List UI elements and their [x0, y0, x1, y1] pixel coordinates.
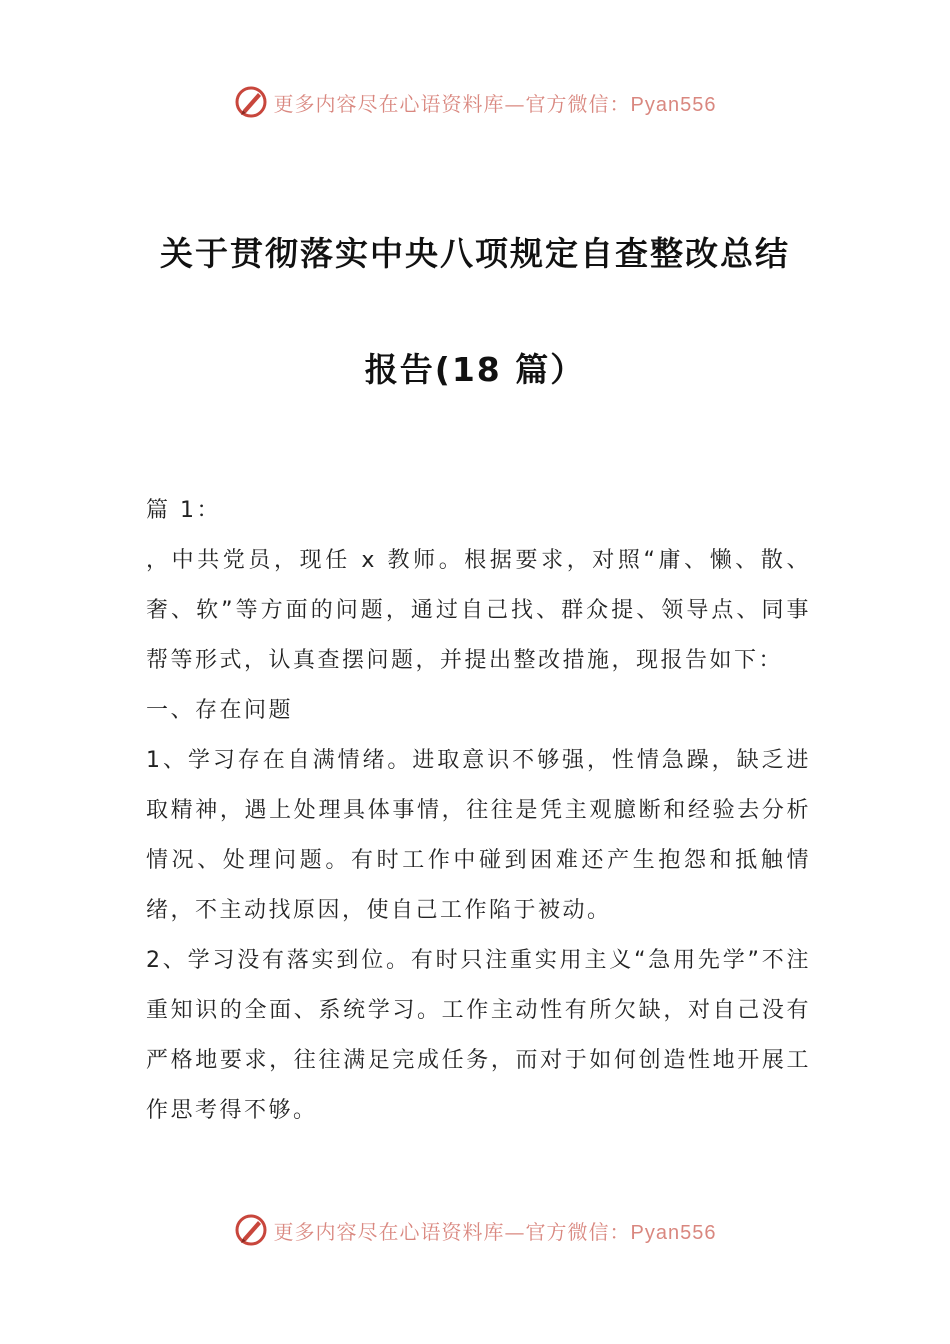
watermark-wechat-id: Pyan556	[630, 1221, 717, 1244]
watermark-text: 更多内容尽在心语资料库—官方微信：Pyan556	[273, 91, 717, 116]
footer-watermark	[0, 1210, 950, 1250]
document-body	[146, 486, 811, 1136]
section-label: 篇 1：	[146, 498, 221, 523]
problem-item-2: 2、学习没有落实到位。有时只注重实用主义“急用先学”不注重知识的全面、系统学习。工作主动性有所欠缺，对自己没有严格地要求，往往满足完成任务，而对于如何创造性地开展工作思考得不够。	[146, 948, 811, 1123]
watermark-text: 更多内容尽在心语资料库—官方微信：Pyan556	[273, 1219, 717, 1244]
pen-logo-icon	[234, 85, 268, 119]
document-title-line1: 关于贯彻落实中央八项规定自查整改总结	[160, 234, 790, 273]
intro-paragraph: ，中共党员，现任 x 教师。根据要求，对照“庸、懒、散、奢、软”等方面的问题，通过自己找、群众提、领导点、同事帮等形式，认真查摆问题，并提出整改措施，现报告如下：	[146, 548, 811, 673]
header-watermark	[0, 82, 950, 122]
problem-item-1: 1、学习存在自满情绪。进取意识不够强，性情急躁，缺乏进取精神，遇上处理具体事情，往往是凭主观臆断和经验去分析情况、处理问题。有时工作中碰到困难还产生抱怨和抵触情绪，不主动找原因，使自己工作陷于被动。	[146, 748, 811, 923]
section-heading: 一、存在问题	[146, 698, 294, 723]
document-title-line2: 报告(18 篇）	[364, 350, 586, 389]
watermark-wechat-id: Pyan556	[630, 93, 717, 116]
pen-logo-icon	[234, 1213, 268, 1247]
